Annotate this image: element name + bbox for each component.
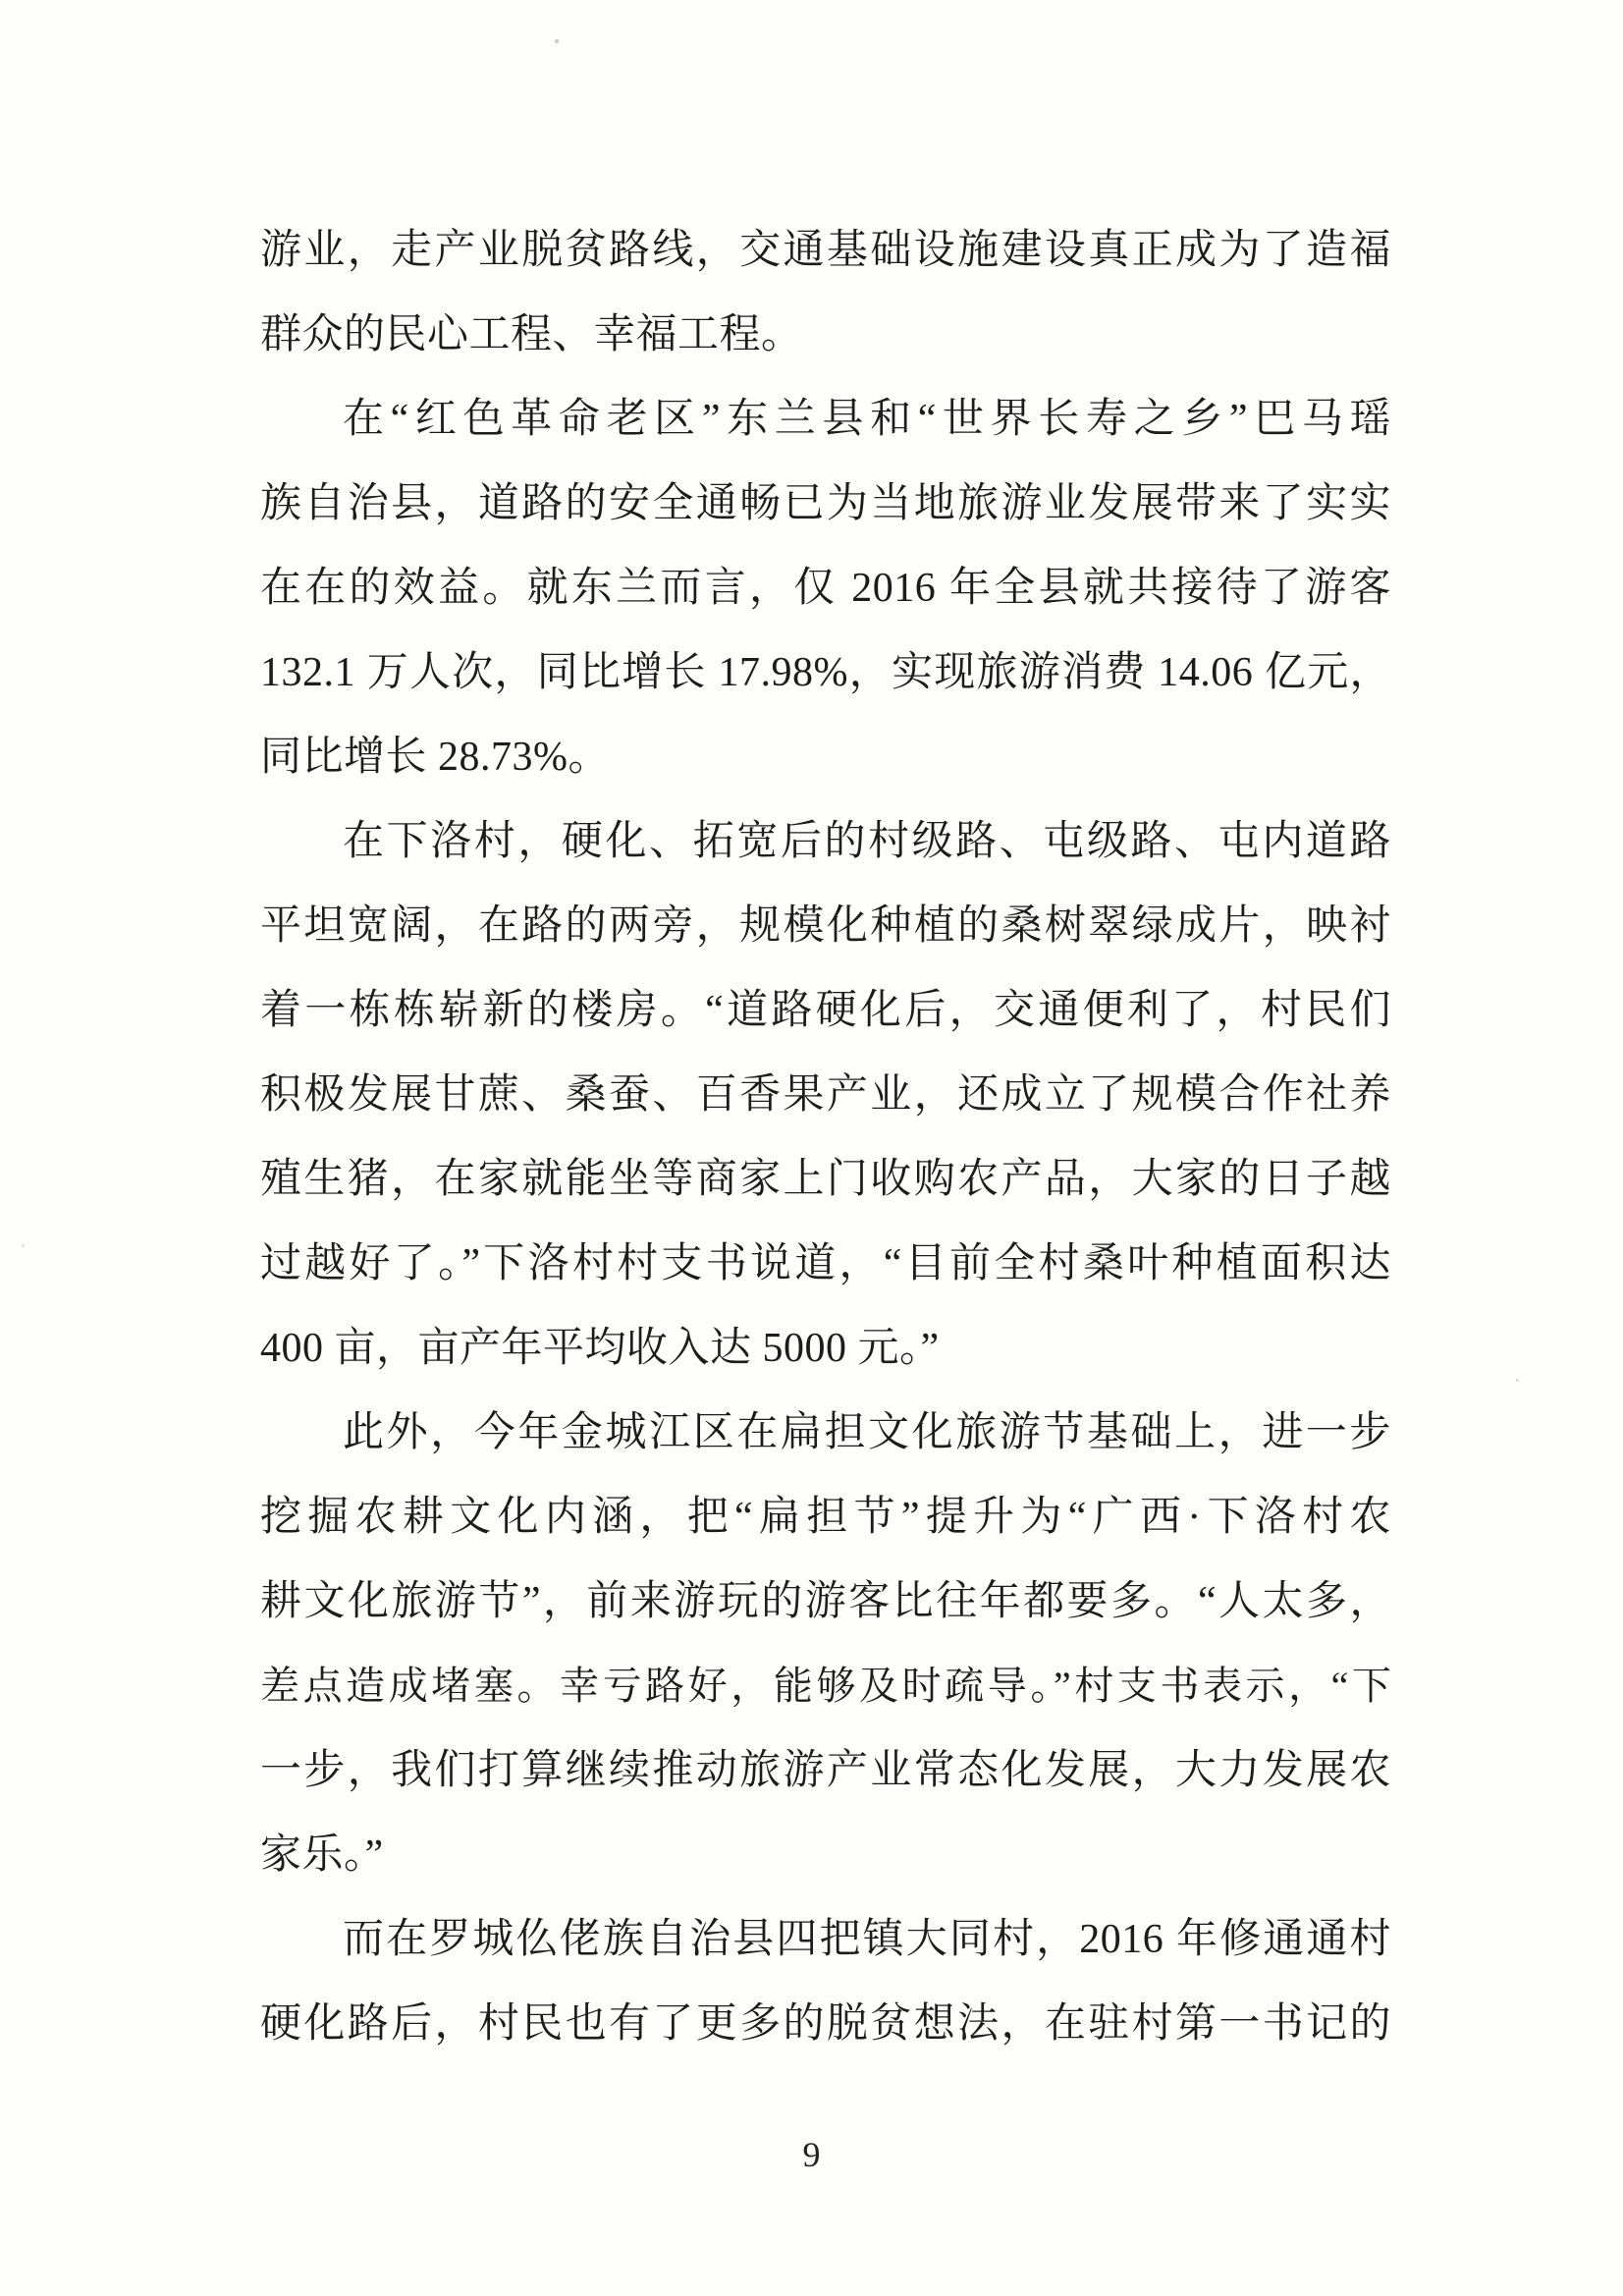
text-line: 400 亩，亩产年平均收入达 5000 元。” [260,1326,940,1371]
text-line: 平坦宽阔，在路的两旁，规模化种植的桑树翠绿成片，映衬 [260,903,1391,949]
text-block [260,208,1391,2066]
text-line: 在“红色革命老区”东兰县和“世界长寿之乡”巴马瑶 [343,397,1391,442]
text-line: 而在罗城仫佬族自治县四把镇大同村，2016 年修通通村 [343,1917,1391,1962]
text-line: 游业，走产业脱贫路线，交通基础设施建设真正成为了造福 [260,228,1391,273]
text-line: 着一栋栋崭新的楼房。“道路硬化后，交通便利了，村民们 [260,988,1391,1033]
text-line: 族自治县，道路的安全通畅已为当地旅游业发展带来了实实 [260,481,1391,526]
text-line: 家乐。” [260,1832,384,1878]
text-line: 硬化路后，村民也有了更多的脱贫想法，在驻村第一书记的 [260,2001,1391,2047]
page-number: 9 [802,2135,821,2174]
text-line: 过越好了。”下洛村村支书说道，“目前全村桑叶种植面积达 [260,1241,1391,1286]
text-line: 差点造成堵塞。幸亏路好，能够及时疏导。”村支书表示，“下 [260,1664,1391,1708]
text-line: 132.1 万人次，同比增长 17.98%，实现旅游消费 14.06 亿元， [260,650,1391,695]
text-line: 在在的效益。就东兰而言，仅 2016 年全县就共接待了游客 [260,566,1391,611]
scan-speck [555,39,559,43]
text-line: 挖掘农耕文化内涵，把“扁担节”提升为“广西·下洛村农 [260,1495,1391,1540]
text-line: 积极发展甘蔗、桑蚕、百香果产业，还成立了规模合作社养 [260,1072,1391,1118]
text-line: 同比增长 28.73%。 [260,735,610,780]
text-line: 群众的民心工程、幸福工程。 [260,312,803,357]
scan-speck [22,1244,25,1247]
text-line: 耕文化旅游节”，前来游玩的游客比往年都要多。“人太多， [260,1579,1391,1624]
scan-speck [1516,1379,1519,1382]
text-line: 在下洛村，硬化、拓宽后的村级路、屯级路、屯内道路 [343,819,1391,864]
text-line: 一步，我们打算继续推动旅游产业常态化发展，大力发展农 [260,1748,1391,1793]
text-line: 此外，今年金城江区在扁担文化旅游节基础上，进一步 [343,1410,1391,1455]
text-line: 殖生猪，在家就能坐等商家上门收购农产品，大家的日子越 [260,1157,1391,1202]
